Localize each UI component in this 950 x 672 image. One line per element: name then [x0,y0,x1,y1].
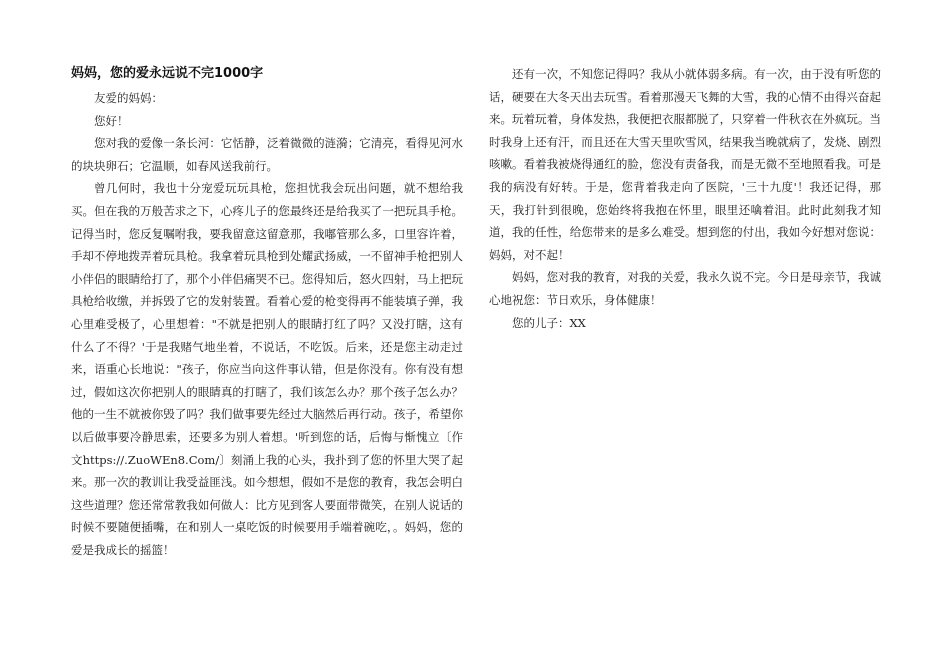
paragraph-snow: 还有一次，不知您记得吗？我从小就体弱多病。有一次，由于没有听您的话，硬要在大冬天出去玩雪。看着那漫天飞舞的大雪，我的心情不由得兴奋起来。玩着玩着，身体发热，我便把衣服都脱了，只穿着一件秋衣在外疯玩。当时我身上还有汗，而且还在大雪天里吹雪风，结果我当晚就病了，发烧、剧烈咳嗽。看着我被烧得通红的脸，您没有责备我，而是无微不至地照看我。可是我的病没有好转。于是，您背着我走向了医院，'三十九度'！我还记得，那天，我打针到很晚，您始终将我抱在怀里，眼里还噙着泪。此时此刻我才知道，我的任性，给您带来的是多么难受。想到您的付出，我如今好想对您说：妈妈，对不起！ [489,67,881,262]
document-title: 妈妈，您的爱永远说不完1000字 [71,66,264,81]
greeting: 您好！ [94,113,129,128]
left-column [71,62,463,561]
right-column [489,63,881,334]
paragraph-toy-gun: 曾几何时，我也十分宠爱玩玩具枪，您担忧我会玩出问题，就不想给我买。但在我的万般苦求之下，心疼儿子的您最终还是给我买了一把玩具手枪。记得当时，您反复嘱咐我，要我留意这留意那，我嘟管那么多，口里容许着，手却不停地拨弄着玩具枪。我拿着玩具枪到处耀武扬威，一不留神手枪把别人小伴侣的眼睛给打了，那个小伴侣痛哭不已。您得知后，怒火四射，马上把玩具枪给收缴，并拆毁了它的发射装置。看着心爱的枪变得再不能装填子弹，我心里难受极了，心里想着："不就是把别人的眼睛打红了吗？又没打瞎，这有什么了不得？'于是我赌气地坐着，不说话，不吃饭。后来，还是您主动走过来，语重心长地说："孩子，你应当向这件事认错，但是你没有。你有没有想过，假如这次你把别人的眼睛真的打瞎了，我们该怎么办？那个孩子怎么办？他的一生不就被你毁了吗？我们做事要先经过大脑然后再行动。孩子，希望你以后做事要冷静思索，还要多为别人着想。'听到您的话，后悔与惭愧立〔作文https://.ZuoWEn8.Com/〕刻涌上我的心头，我扑到了您的怀里大哭了起来。那一次的教训让我受益匪浅。如今想想，假如不是您的教育，我怎会明白这些道理？您还常常教我如何做人：比方见到客人要面带微笑，在别人说话的时候不要随便插嘴，在和别人一桌吃饭的时候要用手端着碗吃，。妈妈，您的爱是我成长的摇篮！ [71,181,463,557]
salutation: 友爱的妈妈： [94,91,163,105]
signature: 您的儿子：XX [512,315,586,330]
paragraph-river: 您对我的爱像一条长河：它恬静，泛着微微的涟漪；它清亮，看得见河水的块块卵石；它温顺，如春风送我前行。 [71,136,463,173]
paragraph-mothers-day: 妈妈，您对我的教育，对我的关爱，我永久说不完。今日是母亲节，我诚心地祝您：节日欢乐，身体健康！ [489,270,881,307]
